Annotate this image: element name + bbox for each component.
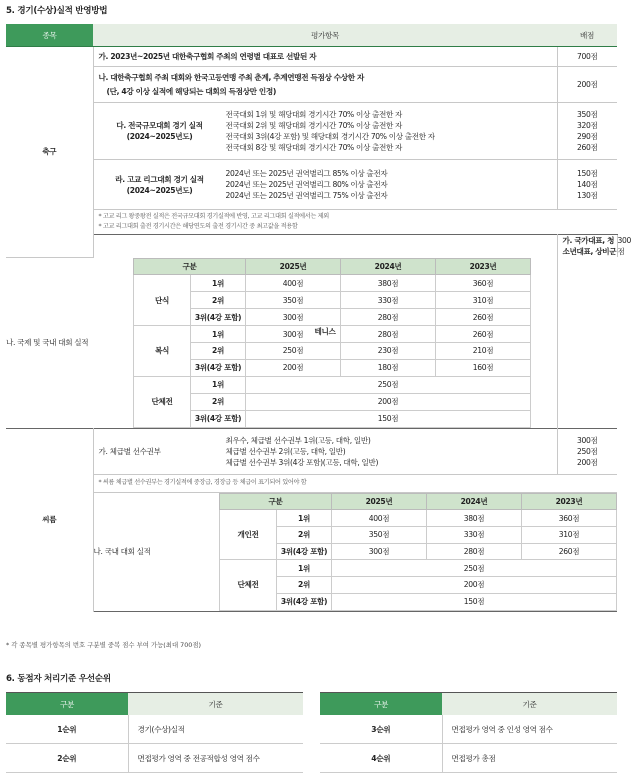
score-cell: 280점 [341, 326, 436, 343]
ssireum-item-a [93, 428, 557, 474]
score-cell: 330점 [341, 292, 436, 309]
score-cell: 150점 [332, 593, 617, 610]
tennis-col-2024: 2024년 [341, 258, 436, 275]
tennis-col-2023: 2023년 [436, 258, 531, 275]
tennis-team: 단체전 [134, 376, 191, 427]
rank-cell: 3위(4강 포함) [191, 359, 246, 376]
score-cell: 260점 [436, 326, 531, 343]
table-row [134, 292, 531, 309]
score-value: 260점 [577, 143, 598, 152]
rank-cell: 2위 [276, 526, 331, 543]
score-cell: 250점 [332, 560, 617, 577]
table-row [134, 410, 531, 427]
tennis-singles: 단식 [134, 275, 191, 326]
score-value: 130점 [577, 191, 598, 200]
soccer-note: * 고교 리그 왕중왕전 실적은 전국규모대회 경기실적에 반영, 고교 리그대회 실적에서는 제외 [98, 213, 329, 220]
priority-rank: 3순위 [320, 715, 442, 744]
table-row [134, 275, 531, 292]
rank-cell: 1위 [276, 510, 331, 527]
priority-rank: 1순위 [6, 715, 128, 744]
priority-table-left [6, 692, 303, 773]
score-cell: 250점 [246, 376, 531, 393]
section-title-6: 6. 동점자 처리기준 우선순위 [6, 674, 111, 684]
score-cell: 200점 [246, 359, 341, 376]
rank-cell: 3위(4강 포함) [191, 309, 246, 326]
tennis-col-category: 구분 [134, 258, 246, 275]
table-row [134, 393, 531, 410]
score-value: 320점 [577, 121, 598, 130]
ssireum-col-2023: 2023년 [522, 493, 617, 510]
score-cell: 330점 [427, 526, 522, 543]
priority-header-category: 구분 [6, 693, 128, 716]
table-row [219, 577, 616, 594]
rank-cell: 1위 [191, 376, 246, 393]
rank-cell: 2위 [191, 342, 246, 359]
soccer-item-d-title: 라. 고교 리그대회 경기 실적 [115, 174, 204, 184]
table-row [134, 359, 531, 376]
priority-header-category: 구분 [320, 693, 442, 716]
soccer-item-d-scores [557, 160, 617, 210]
evaluation-table: 종목 평가항목 배점 축구 가. 2023년~2025년 대한축구협회 주최의 연령별 대표로 선발된 자 700점 나. 대한축구협회 주최 대회와 한국고등연맹 주최 춘계, 추계연맹전 득점상 수상한 자 (단, 4강 이상 실적에 해당되는 대회의 득점상만 인정) 200점 다. 전국규모대회 경기 실적 (2024~2025년도) 전국대회 1위 및 해당대회 경기시간 70% 이상 출전한 자 전국대회 2위 및 해당대회 경기시간 70% 이상 출전한 자 전국대회 3위(4강 포함) 및 해당대회 경기시간 70% 이상 출전한 자 전국대회 8강 및 해당대회 경기시간 70% 이상 출전한 자 350점 320점 290점 260점 라. 고교 리그대회 경기 실적 (2024~2025년도) 2024년 또는 2025년 권역별리그 85% 이상 출전자 2024년 또는 2025년 권역별리그 80% 이상 출전자 2024년 또는 2025년 권역별리그 75% 이상 출전자 150점 140점 130점 * 고교 리그 왕중왕전 실적은 전국규모대회 경기실적에 반영, 고교 리그대회 실적에서는 제외 * 고교 리그대회 출전 경기시간은 해당연도의 출전 경기시간 중 최고값을 적용함 테니스 가. 국가대표, 청소년대표, 상비군 300점 나. 국제 및 국내 대회 실적 구분 2025년 2024년 2023년 단식 1위 400점 380점 360점 2위 350점 330점 310점 3위(4강 포함) 300점 280점 260점 복식 1위 300점 280점 260점 2위 250점 230점 210점 3위(4강 포함) 200점 180점 160점 단체전 1위 250점 2위 200점 3위(4강 포함) 150점 씨름 가. 체급별 선수권부 최우수, 체급별 선수권부 1위(고등, 대학, 일반) 체급별 선수권부 2위(고등, 대학, 일반) 체급별 선수권부 3위(4강 포함)(고등, 대학, 일반) 300점 250점 200점 * 씨름 체급별 선수권부는 경기실적에 중장급, 경장급 등 체급이 표기되어 있어야 함 나. 국내 대회 실적 구분 2025년 2024년 2023년 개인전 1위 400점 380점 360점 2위 350점 330점 310점 3위(4강 포함) 300점 280점 260점 단체전 1위 250점 2위 200점 3위(4강 포함) 150점 [6, 24, 617, 612]
tennis-doubles: 복식 [134, 326, 191, 377]
score-cell: 360점 [436, 275, 531, 292]
soccer-item-c [93, 103, 557, 160]
soccer-notes [93, 210, 617, 235]
soccer-item-c-line: 전국대회 1위 및 해당대회 경기시간 70% 이상 출전한 자 [225, 110, 403, 119]
header-score: 배점 [557, 24, 617, 47]
score-cell: 400점 [332, 510, 427, 527]
score-value: 350점 [577, 110, 598, 119]
score-cell: 350점 [246, 292, 341, 309]
score-cell: 280점 [427, 543, 522, 560]
tennis-results-table [133, 258, 531, 428]
score-cell: 350점 [332, 526, 427, 543]
score-cell: 230점 [341, 342, 436, 359]
soccer-item-d-period: (2024~2025년도) [126, 185, 193, 195]
table-row [134, 309, 531, 326]
table-row [219, 543, 616, 560]
score-cell: 280점 [341, 309, 436, 326]
table-row [320, 715, 617, 744]
priority-header-criteria: 기준 [442, 693, 617, 716]
table-row [134, 342, 531, 359]
rank-cell: 3위(4강 포함) [191, 410, 246, 427]
ssireum-item-a-scores [557, 428, 617, 474]
score-value: 300점 [577, 435, 598, 445]
score-cell: 160점 [436, 359, 531, 376]
priority-criteria: 면접평가 총점 [442, 744, 617, 773]
rank-cell: 2위 [191, 292, 246, 309]
score-value: 250점 [577, 446, 598, 456]
score-cell: 310점 [436, 292, 531, 309]
soccer-item-d-line: 2024년 또는 2025년 권역별리그 80% 이상 출전자 [225, 180, 388, 189]
score-cell: 360점 [522, 510, 617, 527]
table-row [219, 560, 616, 577]
soccer-item-a: 가. 2023년~2025년 대한축구협회 주최의 연령별 대표로 선발된 자 [93, 47, 557, 67]
soccer-item-c-period: (2024~2025년도) [126, 132, 193, 141]
rank-cell: 1위 [276, 560, 331, 577]
header-item: 평가항목 [93, 24, 557, 47]
ssireum-col-2024: 2024년 [427, 493, 522, 510]
ssireum-col-2025: 2025년 [332, 493, 427, 510]
soccer-item-c-line: 전국대회 8강 및 해당대회 경기시간 70% 이상 출전한 자 [225, 143, 403, 152]
ssireum-team: 단체전 [219, 560, 276, 610]
score-cell: 150점 [246, 410, 531, 427]
tennis-item-b-label: 나. 국제 및 국내 대회 실적 [6, 338, 89, 347]
score-cell: 400점 [246, 275, 341, 292]
rank-cell: 3위(4강 포함) [276, 593, 331, 610]
soccer-item-c-scores [557, 103, 617, 160]
ssireum-item-a-line: 체급별 선수권부 2위(고등, 대학, 일반) [225, 446, 346, 456]
score-value: 140점 [577, 180, 598, 189]
ssireum-item-a-line: 체급별 선수권부 3위(4강 포함)(고등, 대학, 일반) [225, 457, 379, 467]
score-value: 290점 [577, 132, 598, 141]
score-cell: 180점 [341, 359, 436, 376]
table-row [219, 593, 616, 610]
priority-rank: 4순위 [320, 744, 442, 773]
score-cell: 310점 [522, 526, 617, 543]
sport-ssireum: 씨름 [6, 428, 93, 611]
priority-rank: 2순위 [6, 744, 128, 773]
score-value: 150점 [577, 169, 598, 178]
table-row [134, 376, 531, 393]
rank-cell: 1위 [191, 275, 246, 292]
rank-cell: 2위 [276, 577, 331, 594]
score-cell: 260점 [436, 309, 531, 326]
ssireum-item-a-label: 가. 체급별 선수권부 [98, 446, 161, 456]
ssireum-results-table [219, 493, 617, 611]
tennis-item-b [6, 257, 557, 428]
priority-criteria: 면접평가 영역 중 인성 영역 점수 [442, 715, 617, 744]
soccer-item-c-line: 전국대회 2위 및 해당대회 경기시간 70% 이상 출전한 자 [225, 121, 403, 130]
score-cell: 250점 [246, 342, 341, 359]
rank-cell: 1위 [191, 326, 246, 343]
score-cell: 300점 [246, 309, 341, 326]
ssireum-col-category: 구분 [219, 493, 331, 510]
score-cell: 300점 [332, 543, 427, 560]
priority-criteria: 면접평가 영역 중 전공적합성 영역 점수 [128, 744, 303, 773]
table-row [134, 326, 531, 343]
table-row [6, 744, 303, 773]
soccer-item-c-title: 다. 전국규모대회 경기 실적 [116, 121, 203, 130]
ssireum-note: * 씨름 체급별 선수권부는 경기실적에 중장급, 경장급 등 체급이 표기되어 있어야 함 [93, 474, 617, 492]
table-row [320, 744, 617, 773]
ssireum-item-a-line: 최우수, 체급별 선수권부 1위(고등, 대학, 일반) [225, 435, 371, 445]
score-cell: 210점 [436, 342, 531, 359]
soccer-item-c-line: 전국대회 3위(4강 포함) 및 해당대회 경기시간 70% 이상 출전한 자 [225, 132, 435, 141]
soccer-item-b [93, 67, 557, 103]
priority-criteria: 경기(수상)실적 [128, 715, 303, 744]
ssireum-item-b-label: 나. 국내 대회 실적 [93, 547, 151, 556]
priority-header-criteria: 기준 [128, 693, 303, 716]
score-cell: 380점 [427, 510, 522, 527]
header-sport: 종목 [6, 24, 93, 47]
section-title-5: 5. 경기(수상)실적 반영방법 [6, 6, 108, 16]
score-cell: 380점 [341, 275, 436, 292]
soccer-item-b-line2: (단, 4강 이상 실적에 해당되는 대회의 득점상만 인정) [106, 87, 276, 96]
footnote: * 각 종목별 평가항목의 번호 구분별 중복 점수 부여 가능(최대 700점) [6, 641, 202, 649]
tennis-item-a: 가. 국가대표, 청소년대표, 상비군 [557, 235, 617, 258]
table-row [6, 715, 303, 744]
tennis-col-2025: 2025년 [246, 258, 341, 275]
rank-cell: 2위 [191, 393, 246, 410]
soccer-item-b-line1: 나. 대한축구협회 주최 대회와 한국고등연맹 주최 춘계, 추계연맹전 득점상 수상한 자 [98, 73, 365, 82]
priority-table-right [320, 692, 617, 773]
ssireum-individual: 개인전 [219, 510, 276, 560]
soccer-item-d-line: 2024년 또는 2025년 권역별리그 85% 이상 출전자 [225, 169, 388, 178]
rank-cell: 3위(4강 포함) [276, 543, 331, 560]
soccer-item-a-score: 700점 [557, 47, 617, 67]
ssireum-item-b [93, 492, 617, 611]
score-value: 200점 [577, 457, 598, 467]
soccer-note: * 고교 리그대회 출전 경기시간은 해당연도의 출전 경기시간 중 최고값을 적용함 [98, 223, 298, 230]
sport-soccer: 축구 [6, 47, 93, 258]
score-cell: 200점 [246, 393, 531, 410]
sport-tennis: 테니스 [93, 235, 557, 429]
soccer-item-d [93, 160, 557, 210]
score-cell: 300점 [246, 326, 341, 343]
score-cell: 200점 [332, 577, 617, 594]
soccer-item-b-score: 200점 [557, 67, 617, 103]
table-row [219, 526, 616, 543]
score-cell: 260점 [522, 543, 617, 560]
soccer-item-d-line: 2024년 또는 2025년 권역별리그 75% 이상 출전자 [225, 191, 388, 200]
table-row [219, 510, 616, 527]
